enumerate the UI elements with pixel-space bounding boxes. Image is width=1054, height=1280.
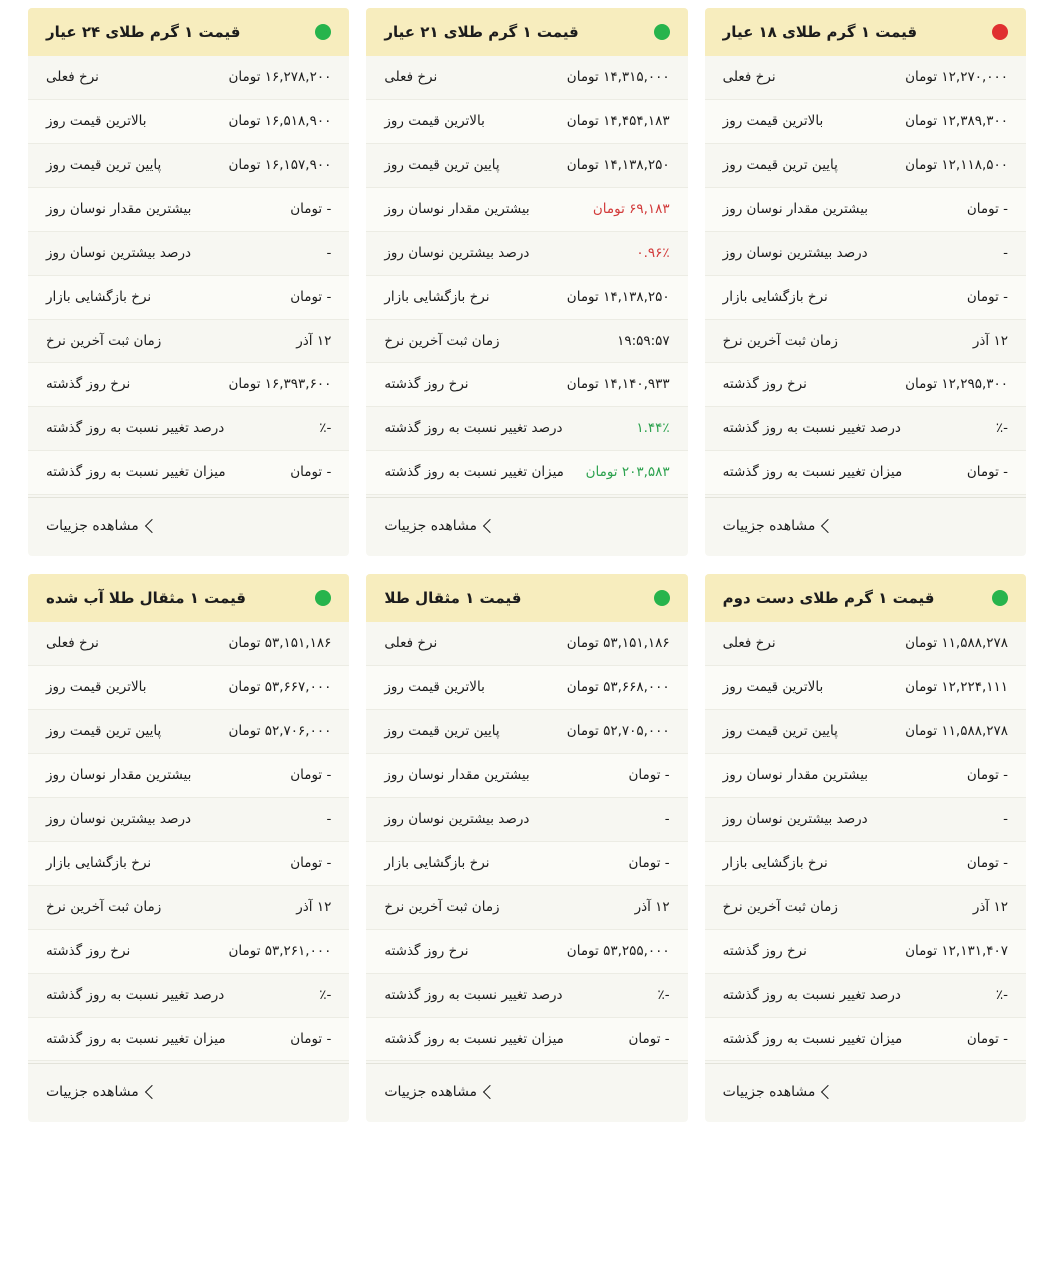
table-row <box>366 710 687 754</box>
status-indicator-icon <box>654 590 670 606</box>
row-label: زمان ثبت آخرین نرخ <box>384 898 500 915</box>
row-label: زمان ثبت آخرین نرخ <box>722 332 838 349</box>
card-header <box>28 8 349 56</box>
row-value: - تومان <box>966 200 1008 217</box>
row-label: پایین ترین قیمت روز <box>46 156 162 173</box>
row-label: درصد بیشترین نوسان روز <box>46 810 192 827</box>
chevron-left-icon <box>145 519 159 533</box>
table-row <box>28 451 349 495</box>
card-title: قیمت ۱ گرم طلای ۲۱ عیار <box>384 23 579 41</box>
row-label: نرخ روز گذشته <box>384 942 469 959</box>
row-label: بیشترین مقدار نوسان روز <box>384 766 530 783</box>
table-row <box>366 144 687 188</box>
row-value: - تومان <box>290 288 332 305</box>
chevron-left-icon <box>821 1085 835 1099</box>
row-value: - تومان <box>966 1030 1008 1047</box>
row-label: زمان ثبت آخرین نرخ <box>384 332 500 349</box>
row-value: - تومان <box>290 1030 332 1047</box>
table-row <box>28 886 349 930</box>
table-row <box>28 407 349 451</box>
row-value: - تومان <box>628 854 670 871</box>
table-row <box>705 407 1026 451</box>
table-row <box>366 451 687 495</box>
row-value: ۱۲ آذر <box>634 898 670 915</box>
row-label: درصد تغییر نسبت به روز گذشته <box>46 986 225 1003</box>
row-label: درصد تغییر نسبت به روز گذشته <box>384 420 563 437</box>
view-details-label: مشاهده جزییات <box>722 518 816 535</box>
status-indicator-icon <box>315 590 331 606</box>
row-value: ۵۳,۱۵۱,۱۸۶ تومان <box>566 635 670 652</box>
row-value: - تومان <box>966 288 1008 305</box>
row-value: ۱۶,۵۱۸,۹۰۰ تومان <box>228 112 332 129</box>
table-row <box>366 886 687 930</box>
table-row <box>705 56 1026 100</box>
row-value: ۱۲ آذر <box>972 332 1008 349</box>
row-label: درصد تغییر نسبت به روز گذشته <box>46 420 225 437</box>
row-value: - تومان <box>628 1030 670 1047</box>
row-label: بالاترین قیمت روز <box>384 679 485 696</box>
row-label: پایین ترین قیمت روز <box>384 723 500 740</box>
row-label: پایین ترین قیمت روز <box>46 723 162 740</box>
table-row <box>366 407 687 451</box>
row-label: درصد تغییر نسبت به روز گذشته <box>722 986 901 1003</box>
row-value: ۱۲ آذر <box>972 898 1008 915</box>
view-details-label: مشاهده جزییات <box>384 1084 478 1101</box>
table-row <box>28 798 349 842</box>
row-label: درصد بیشترین نوسان روز <box>722 244 868 261</box>
row-label: نرخ روز گذشته <box>722 942 807 959</box>
row-value: - تومان <box>628 766 670 783</box>
table-row <box>28 930 349 974</box>
card-title: قیمت ۱ مثقال طلا آب شده <box>46 589 247 608</box>
price-card <box>705 8 1026 556</box>
row-value: - <box>326 244 332 261</box>
row-label: نرخ بازگشایی بازار <box>384 288 490 305</box>
row-label: زمان ثبت آخرین نرخ <box>722 898 838 915</box>
row-value: ۱۲ آذر <box>296 332 332 349</box>
table-row <box>366 232 687 276</box>
row-value: ۵۲,۷۰۵,۰۰۰ تومان <box>566 723 670 740</box>
row-label: زمان ثبت آخرین نرخ <box>46 332 162 349</box>
row-label: بالاترین قیمت روز <box>722 679 824 696</box>
table-row <box>705 1018 1026 1062</box>
row-value: - <box>1003 810 1008 827</box>
table-row <box>705 451 1026 495</box>
row-label: درصد تغییر نسبت به روز گذشته <box>722 420 901 437</box>
row-value: ۱۶,۳۹۳,۶۰۰ تومان <box>228 376 332 393</box>
row-value: - تومان <box>290 854 332 871</box>
row-value: ۰.۹۶٪ <box>636 244 670 261</box>
price-card <box>705 574 1026 1122</box>
table-row <box>28 754 349 798</box>
row-value: ۱۶,۱۵۷,۹۰۰ تومان <box>228 156 332 173</box>
table-row <box>705 886 1026 930</box>
row-value: ۵۳,۲۵۵,۰۰۰ تومان <box>566 942 670 959</box>
table-row <box>366 1018 687 1062</box>
table-row <box>705 798 1026 842</box>
table-row <box>705 754 1026 798</box>
row-label: نرخ روز گذشته <box>722 376 807 393</box>
table-row <box>28 232 349 276</box>
row-label: میزان تغییر نسبت به روز گذشته <box>384 1030 564 1047</box>
row-value: - تومان <box>290 464 332 481</box>
row-value: -٪ <box>319 986 332 1003</box>
table-row <box>28 56 349 100</box>
row-label: نرخ فعلی <box>722 635 776 652</box>
table-row <box>705 622 1026 666</box>
row-label: پایین ترین قیمت روز <box>384 156 500 173</box>
table-row <box>705 710 1026 754</box>
row-label: بیشترین مقدار نوسان روز <box>46 766 192 783</box>
price-card <box>366 8 687 556</box>
chevron-left-icon <box>821 519 835 533</box>
row-value: ۱۴,۳۱۵,۰۰۰ تومان <box>566 69 670 85</box>
row-label: نرخ فعلی <box>384 69 438 85</box>
row-value: ۱۲ آذر <box>296 898 332 915</box>
table-row <box>705 320 1026 364</box>
table-row <box>28 710 349 754</box>
view-details-button[interactable] <box>28 497 349 556</box>
row-value: ۶۹,۱۸۳ تومان <box>592 200 670 217</box>
table-row <box>28 188 349 232</box>
table-row <box>705 232 1026 276</box>
table-row <box>366 930 687 974</box>
card-title: قیمت ۱ گرم طلای ۱۸ عیار <box>722 23 918 41</box>
row-label: میزان تغییر نسبت به روز گذشته <box>46 464 226 481</box>
table-row <box>28 276 349 320</box>
row-label: نرخ فعلی <box>384 635 438 652</box>
card-title: قیمت ۱ مثقال طلا <box>384 589 522 608</box>
row-label: نرخ بازگشایی بازار <box>384 854 490 871</box>
row-value: ۱۲,۲۷۰,۰۰۰ تومان <box>905 69 1008 85</box>
row-value: - تومان <box>966 464 1008 481</box>
row-value: ۱۹:۵۹:۵۷ <box>617 332 670 349</box>
table-row <box>366 842 687 886</box>
table-row <box>705 842 1026 886</box>
row-value: ۵۳,۲۶۱,۰۰۰ تومان <box>228 942 332 959</box>
row-value: ۵۲,۷۰۶,۰۰۰ تومان <box>228 723 332 740</box>
table-row <box>705 363 1026 407</box>
row-value: ۱۱,۵۸۸,۲۷۸ تومان <box>905 723 1008 740</box>
row-label: نرخ فعلی <box>722 69 776 85</box>
table-row <box>366 974 687 1018</box>
table-row <box>366 188 687 232</box>
row-label: نرخ بازگشایی بازار <box>722 288 828 305</box>
status-indicator-icon <box>654 24 670 40</box>
price-card <box>366 574 687 1122</box>
card-title: قیمت ۱ گرم طلای دست دوم <box>722 589 935 608</box>
row-value: ۱۲,۲۲۴,۱۱۱ تومان <box>905 679 1008 696</box>
table-row <box>705 276 1026 320</box>
table-row <box>28 622 349 666</box>
row-value: - تومان <box>966 766 1008 783</box>
row-value: ۱۲,۳۸۹,۳۰۰ تومان <box>905 112 1008 129</box>
row-value: ۱۱,۵۸۸,۲۷۸ تومان <box>905 635 1008 652</box>
row-label: نرخ بازگشایی بازار <box>46 288 152 305</box>
row-label: میزان تغییر نسبت به روز گذشته <box>722 1030 903 1047</box>
row-label: درصد بیشترین نوسان روز <box>46 244 192 261</box>
row-label: میزان تغییر نسبت به روز گذشته <box>384 464 564 481</box>
table-row <box>28 320 349 364</box>
table-row <box>366 798 687 842</box>
table-row <box>366 320 687 364</box>
row-value: - تومان <box>966 854 1008 871</box>
row-label: بیشترین مقدار نوسان روز <box>46 200 192 217</box>
row-value: ۱۴,۱۳۸,۲۵۰ تومان <box>566 288 670 305</box>
table-row <box>28 974 349 1018</box>
row-value: - تومان <box>290 766 332 783</box>
row-label: نرخ بازگشایی بازار <box>722 854 828 871</box>
row-label: بیشترین مقدار نوسان روز <box>722 200 869 217</box>
row-label: بالاترین قیمت روز <box>722 112 824 129</box>
row-label: زمان ثبت آخرین نرخ <box>46 898 162 915</box>
table-row <box>705 974 1026 1018</box>
view-details-label: مشاهده جزییات <box>384 518 478 535</box>
table-row <box>28 363 349 407</box>
row-value: ۱۴,۱۳۸,۲۵۰ تومان <box>566 156 670 173</box>
table-row <box>705 144 1026 188</box>
row-label: درصد بیشترین نوسان روز <box>722 810 868 827</box>
row-value: ۲۰۳,۵۸۳ تومان <box>585 464 670 481</box>
row-label: بالاترین قیمت روز <box>384 112 485 129</box>
row-label: پایین ترین قیمت روز <box>722 723 838 740</box>
row-label: میزان تغییر نسبت به روز گذشته <box>722 464 903 481</box>
row-value: ۱۲,۲۹۵,۳۰۰ تومان <box>905 376 1008 393</box>
view-details-label: مشاهده جزییات <box>722 1084 816 1101</box>
card-header <box>705 574 1026 622</box>
table-row <box>28 100 349 144</box>
status-indicator-icon <box>992 590 1008 606</box>
view-details-button[interactable] <box>366 1063 687 1122</box>
view-details-button[interactable] <box>28 1063 349 1122</box>
row-value: -٪ <box>995 986 1008 1003</box>
row-value: ۵۳,۶۶۸,۰۰۰ تومان <box>566 679 670 696</box>
row-value: ۱۴,۴۵۴,۱۸۳ تومان <box>566 112 670 129</box>
row-label: پایین ترین قیمت روز <box>722 156 838 173</box>
table-row <box>705 666 1026 710</box>
status-indicator-icon <box>992 24 1008 40</box>
row-value: ۱.۴۴٪ <box>636 420 670 437</box>
table-row <box>366 363 687 407</box>
row-label: بالاترین قیمت روز <box>46 112 147 129</box>
table-row <box>366 100 687 144</box>
table-row <box>705 100 1026 144</box>
row-value: ۵۳,۱۵۱,۱۸۶ تومان <box>228 635 332 652</box>
row-label: نرخ روز گذشته <box>46 376 131 393</box>
row-value: - <box>1003 244 1008 261</box>
table-row <box>28 666 349 710</box>
card-header <box>366 8 687 56</box>
chevron-left-icon <box>483 1085 497 1099</box>
row-label: نرخ روز گذشته <box>384 376 469 393</box>
status-indicator-icon <box>315 24 331 40</box>
table-row <box>366 754 687 798</box>
card-header <box>28 574 349 622</box>
table-row <box>366 276 687 320</box>
view-details-label: مشاهده جزییات <box>46 518 139 535</box>
table-row <box>28 842 349 886</box>
row-label: بالاترین قیمت روز <box>46 679 147 696</box>
table-row <box>28 1018 349 1062</box>
row-value: ۱۶,۲۷۸,۲۰۰ تومان <box>228 69 332 85</box>
row-value: ۱۲,۱۱۸,۵۰۰ تومان <box>905 156 1008 173</box>
table-row <box>705 930 1026 974</box>
card-header <box>366 574 687 622</box>
row-label: نرخ بازگشایی بازار <box>46 854 152 871</box>
chevron-left-icon <box>483 519 497 533</box>
card-title: قیمت ۱ گرم طلای ۲۴ عیار <box>46 23 241 41</box>
view-details-button[interactable] <box>705 497 1026 556</box>
view-details-label: مشاهده جزییات <box>46 1084 139 1101</box>
row-value: -٪ <box>657 986 670 1003</box>
row-value: - <box>664 810 670 827</box>
row-value: - <box>326 810 332 827</box>
view-details-button[interactable] <box>366 497 687 556</box>
row-value: ۵۳,۶۶۷,۰۰۰ تومان <box>228 679 332 696</box>
price-card <box>28 574 349 1122</box>
row-label: میزان تغییر نسبت به روز گذشته <box>46 1030 226 1047</box>
table-row <box>366 666 687 710</box>
row-label: نرخ روز گذشته <box>46 942 131 959</box>
chevron-left-icon <box>145 1085 159 1099</box>
table-row <box>705 188 1026 232</box>
card-header <box>705 8 1026 56</box>
row-label: درصد تغییر نسبت به روز گذشته <box>384 986 563 1003</box>
row-value: ۱۴,۱۴۰,۹۳۳ تومان <box>566 376 670 393</box>
row-label: بیشترین مقدار نوسان روز <box>722 766 869 783</box>
price-card <box>28 8 349 556</box>
row-label: درصد بیشترین نوسان روز <box>384 810 530 827</box>
row-label: نرخ فعلی <box>46 635 99 652</box>
row-label: نرخ فعلی <box>46 69 99 85</box>
row-value: - تومان <box>290 200 332 217</box>
view-details-button[interactable] <box>705 1063 1026 1122</box>
row-value: ۱۲,۱۳۱,۴۰۷ تومان <box>905 942 1008 959</box>
row-label: درصد بیشترین نوسان روز <box>384 244 530 261</box>
row-value: -٪ <box>995 420 1008 437</box>
table-row <box>366 622 687 666</box>
row-value: -٪ <box>319 420 332 437</box>
row-label: بیشترین مقدار نوسان روز <box>384 200 530 217</box>
table-row <box>28 144 349 188</box>
table-row <box>366 56 687 100</box>
